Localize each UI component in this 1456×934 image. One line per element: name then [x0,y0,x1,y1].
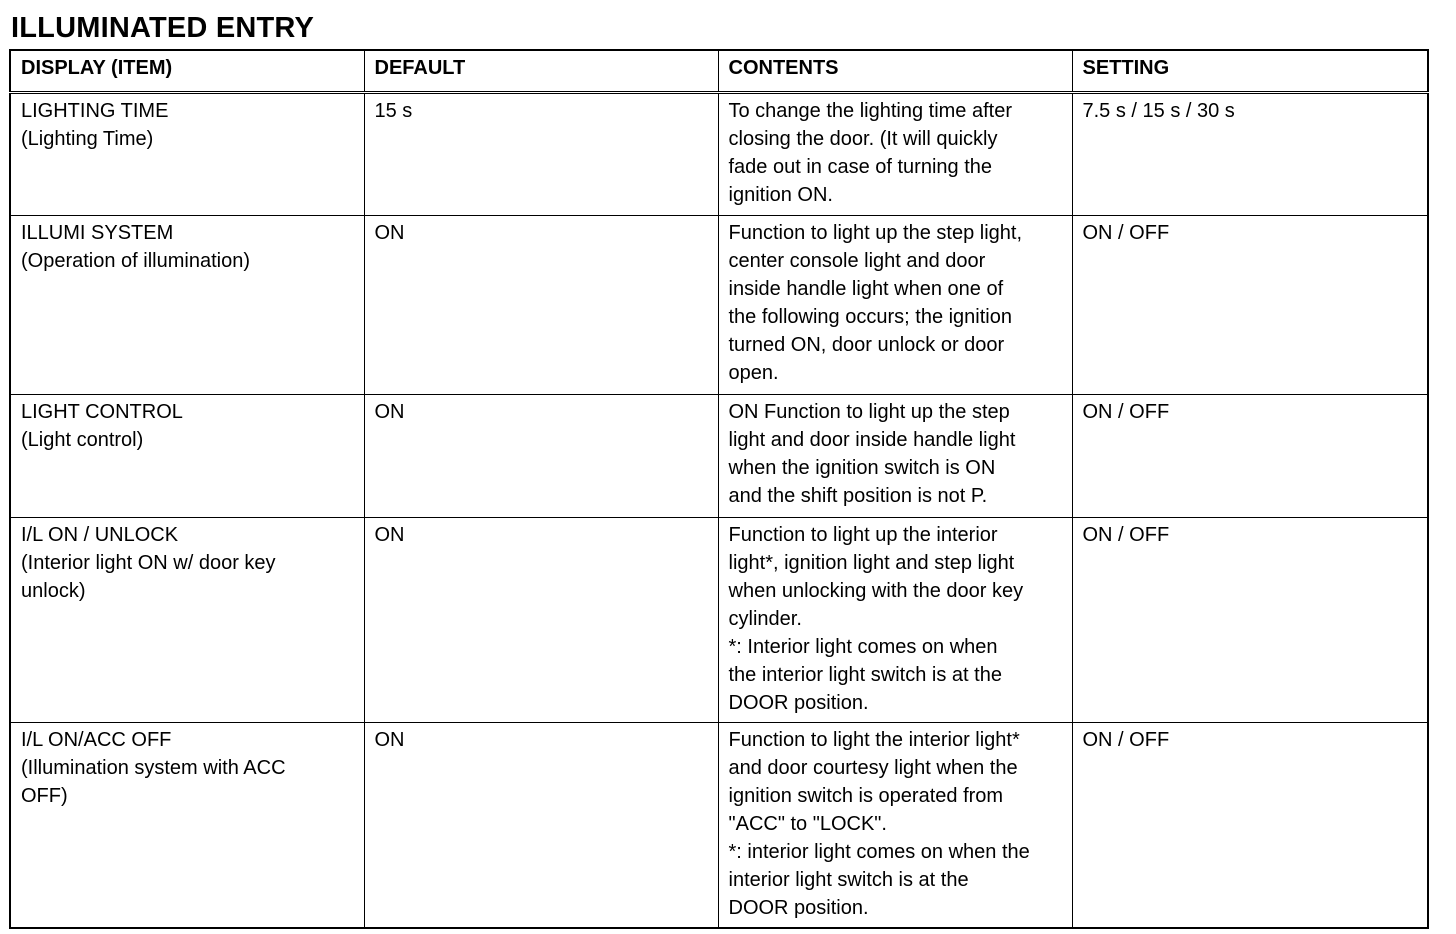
setting-value: ON / OFF [1082,524,1170,546]
display-text: (Interior light ON w/ door key [21,552,276,574]
contents-text: Function to light up the interior [728,524,998,546]
default-value: ON [374,729,405,751]
setting-cell [1072,93,1428,216]
default-cell [364,723,718,929]
display-text: (Lighting Time) [21,128,154,150]
setting-cell [1072,216,1428,395]
header-display-item: DISPLAY (ITEM) [10,50,364,93]
table-row [10,93,1428,216]
setting-value: ON / OFF [1082,729,1170,751]
table-row [10,395,1428,518]
contents-text: light*, ignition light and step light [728,552,1015,574]
display-text: (Illumination system with ACC [21,757,286,779]
contents-text: cylinder. [728,608,802,630]
contents-text: light and door inside handle light [728,429,1016,451]
contents-cell [718,93,1072,216]
display-text: unlock) [21,580,86,602]
table-row [10,518,1428,723]
page-title: ILLUMINATED ENTRY [11,12,315,44]
header-row [10,50,1428,93]
contents-text: interior light switch is at the [728,869,969,891]
contents-cell [718,395,1072,518]
table-row [10,216,1428,395]
contents-cell [718,723,1072,929]
contents-text: DOOR position. [728,897,869,919]
contents-text: when the ignition switch is ON [728,457,996,479]
table-row [10,723,1428,929]
display-text: (Light control) [21,429,144,451]
contents-text: ignition ON. [728,184,833,206]
contents-text: "ACC" to "LOCK". [728,813,887,835]
contents-text: closing the door. (It will quickly [728,128,998,150]
contents-text: fade out in case of turning the [728,156,993,178]
setting-value: 7.5 s / 15 s / 30 s [1082,100,1235,122]
contents-text: the following occurs; the ignition [728,306,1012,328]
contents-text: and the shift position is not P. [728,485,988,507]
default-value: 15 s [374,100,413,122]
default-cell [364,216,718,395]
contents-text: DOOR position. [728,692,869,714]
contents-text: ON Function to light up the step [728,401,1010,423]
display-text: LIGHT CONTROL [21,401,183,423]
header-contents: CONTENTS [718,50,1072,93]
display-text: (Operation of illumination) [21,250,250,272]
display-text: OFF) [21,785,68,807]
contents-text: Function to light up the step light, [728,222,1023,244]
display-cell [10,93,364,216]
contents-text: when unlocking with the door key [728,580,1024,602]
contents-text: *: interior light comes on when the [728,841,1030,863]
contents-cell [718,518,1072,723]
default-value: ON [374,222,405,244]
display-cell [10,518,364,723]
contents-text: ignition switch is operated from [728,785,1004,807]
contents-text: open. [728,362,779,384]
setting-value: ON / OFF [1082,222,1170,244]
contents-cell [718,216,1072,395]
setting-value: ON / OFF [1082,401,1170,423]
contents-text: *: Interior light comes on when [728,636,998,658]
default-cell [364,518,718,723]
header-default: DEFAULT [364,50,718,93]
illuminated-entry-table [9,49,1429,929]
display-text: I/L ON / UNLOCK [21,524,179,546]
contents-text: center console light and door [728,250,986,272]
display-text: I/L ON/ACC OFF [21,729,172,751]
display-cell [10,395,364,518]
contents-text: turned ON, door unlock or door [728,334,1005,356]
display-text: ILLUMI SYSTEM [21,222,174,244]
contents-text: Function to light the interior light* [728,729,1020,751]
header-setting: SETTING [1072,50,1428,93]
contents-text: and door courtesy light when the [728,757,1018,779]
contents-text: the interior light switch is at the [728,664,1002,686]
contents-text: To change the lighting time after [728,100,1013,122]
setting-cell [1072,723,1428,929]
display-cell [10,723,364,929]
contents-text: inside handle light when one of [728,278,1004,300]
display-cell [10,216,364,395]
setting-cell [1072,518,1428,723]
display-text: LIGHTING TIME [21,100,169,122]
default-cell [364,395,718,518]
default-value: ON [374,524,405,546]
setting-cell [1072,395,1428,518]
default-value: ON [374,401,405,423]
default-cell [364,93,718,216]
